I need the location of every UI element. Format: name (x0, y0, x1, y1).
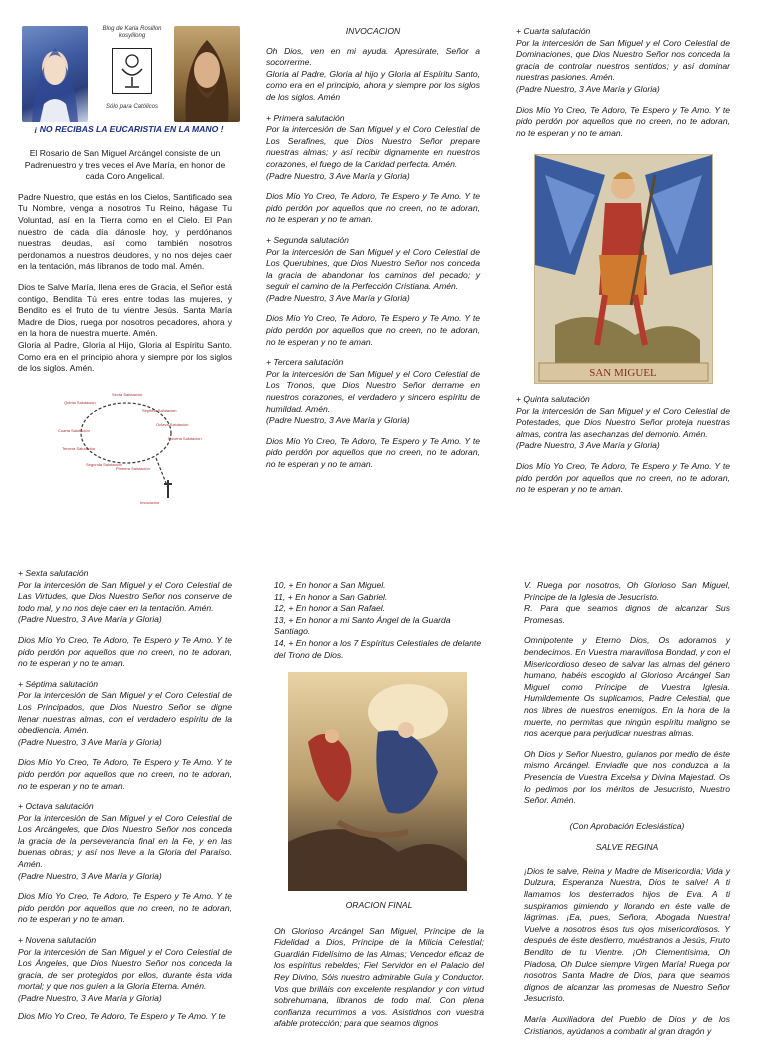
image-caption: SAN MIGUEL (589, 367, 657, 379)
salve-regina-text: ¡Dios te salve, Reina y Madre de Misericordia; Vida y Dulzura, Esperanza Nuestra, Dios te salve! A ti llamamos los desterrados hijos de Eva. A ti suspiramos gimiendo y llorando en éste valle de lágrimas. ¡Ea, pues, Señora, Abogada Nuestra! Vuelve a nosotros ésos tus ojos misericordiosos. Y después de éste destierro, muéstranos a Jesús, Fruto Bendito de tu Vientre. ¡Oh Clementísima, Oh Piadosa, Oh Dulce siempre Virgen María! Ruega por nosotros Santa Madre de Dios, para que seamos dignos de alcanzar las promesas de Nuestro Señor Jesucristo. (524, 865, 730, 1004)
salutation-7-note: (Padre Nuestro, 3 Ave María y Gloria) (18, 736, 162, 747)
heavenly-battle-painting (288, 672, 467, 891)
rosary-label: Octava Salutación (156, 422, 189, 427)
rosary-diagram (56, 388, 206, 508)
salutation-9-title: + Novena salutación (18, 935, 97, 946)
dios-mio-text: Dios Mío Yo Creo, Te Adoro, Te Espero y Te Amo. Y te pido perdón por aquellos que no creen, no te adoran, no te esperan y no te aman. (266, 191, 480, 225)
column-5 (274, 580, 484, 661)
rosary-label: Sexta Salutación (112, 392, 143, 397)
salutation-8-note: (Padre Nuestro, 3 Ave María y Gloria) (18, 870, 162, 881)
salve-regina-title: SALVE REGINA (595, 842, 659, 853)
column-6 (524, 580, 730, 1046)
eucharist-banner: ¡ NO RECIBAS LA EUCARISTIA EN LA MANO ! (34, 124, 224, 134)
salutation-1-text: Por la intercesión de San Miguel y el Coro Celestial de Los Serafines, que Dios Nuestro Señor prepare nuestras almas; y así recibir dignamente en nuestros corazones, el fuego de la Caridad perfecta. Amén. (266, 124, 480, 169)
invocacion-gloria: Gloria al Padre, Gloria al hijo y Gloria al Espíritu Santo, como era en el principio, ahora y siempre por los siglos de los siglos. Amén (266, 68, 480, 102)
salutation-2-text: Por la intercesión de San Miguel y el Coro Celestial de Los Querubines, que Dios Nuestro Señor nos conceda la gracia de abandonar los caminos del pecado; y seguir el camino de la Perfección Cristiana. Amén. (266, 246, 480, 292)
salutation-8-title: + Octava salutación (18, 801, 94, 812)
salutation-5-note: (Padre Nuestro, 3 Ave María y Gloria) (516, 440, 660, 451)
salutation-9-note: (Padre Nuestro, 3 Ave María y Gloria) (18, 993, 162, 1003)
dios-mio-text: Dios Mío Yo Creo, Te Adoro, Te Espero y Te Amo. Y te pido perdón por aquellos que no creen, no te adoran, no te esperan y no te aman. (18, 634, 232, 669)
salutation-3-title: + Tercera salutación (266, 357, 344, 368)
oracion-final-text: Oh Glorioso Arcángel San Miguel, Príncipe de la Fidelidad a Dios, Príncipe de la Milicia Celestial; Guardián Fidelísimo de las Almas; Vencedor eficaz de los espíritus rebeldes; Fiel Servidor en el Palacio del Rey Divino, Sóis nuestro admirable Guía y Conductor. Vos que brilláis con excelente resplandor y con virtud sobrehumana, libranos de todo mal. Con plena confianza recurrimos a vos. Asistidnos con vuestra afable protección; para que seamos dignos (274, 925, 484, 1029)
column-1 (18, 148, 232, 384)
virgin-mary-image (22, 26, 88, 122)
gloria-text: Gloria al Padre, Gloria al Hijo, Gloria al Espíritu Santo. Como era en el principio ahora y siempre por los siglos de los siglos. Amén. (18, 339, 232, 374)
dios-mio-text: Dios Mío Yo Creo, Te Adoro, Te Espero y Te Amo. Y te pido perdón por aquellos que no creen, no te adoran, no te esperan y no te aman. (266, 435, 480, 469)
column-2 (266, 26, 480, 480)
honor-item: 13, + En honor a mi Santo Ángel de la Guarda Santiago. (274, 614, 451, 637)
salutation-1-title: + Primera salutación (266, 112, 345, 123)
dios-mio-text: Dios Mío Yo Creo, Te Adoro, Te Espero y Te Amo. Y te pido perdón por aquellos que no creen, no te adoran, no te esperan y no te aman. (18, 891, 232, 925)
salutation-2-title: + Segunda salutación (266, 234, 349, 245)
versicle-text: V. Ruega por nosotros, Oh Glorioso San Miguel, Príncipe de la Iglesia de Jesucristo. (524, 580, 730, 602)
chalice-icon (112, 48, 152, 94)
cut-text: Dios Mío Yo Creo, Te Adoro, Te Espero y Te Amo. Y te (18, 1010, 226, 1021)
invocacion-text: Oh Dios, ven en mi ayuda. Apresúrate, Señor a socorrerme. (266, 45, 480, 68)
salutation-4-title: + Cuarta salutación (516, 26, 591, 36)
maria-auxiliadora-text: María Auxiliadora del Pueblo de Dios y de los Cristianos, ayúdanos a combatir al gran dragón y (524, 1014, 730, 1036)
honor-item: 11, + En honor a San Gabriel. (274, 591, 388, 602)
rosary-label: Séptima Salutación (142, 408, 177, 413)
salutation-3-text: Por la intercesión de San Miguel y el Coro Celestial de Los Tronos, que Dios Nuestro Señor derrame en nuestros corazones, el verdadero y sincero espíritu de humildad. Amén. (266, 368, 480, 414)
dios-mio-text: Dios Mío Yo Creo, Te Adoro, Te Espero y Te Amo. Y te pido perdón por aquellos que no creen, no te adoran, no te esperan y no te aman. (516, 460, 730, 495)
rosary-label: Tercera Salutación (62, 446, 96, 451)
salutation-4-note: (Padre Nuestro, 3 Ave María y Gloria) (516, 83, 660, 94)
honor-item: 14, + En honor a los 7 Espíritus Celestiales de delante del Trono de Dios. (274, 637, 482, 660)
dios-mio-text: Dios Mío Yo Creo, Te Adoro, Te Espero y Te Amo. Y te pido perdón por aquellos que no creen, no te adoran, no te esperan y no te aman. (266, 313, 480, 347)
rosary-label: Primera Salutación (116, 466, 150, 471)
salutation-5-text: Por la intercesión de San Miguel y el Coro Celestial de Potestades, que Dios Nuestro Señor proteja nuestras almas, contra las asechanzas del demonio. Amén. (516, 405, 730, 439)
rosary-label: Novena Salutación (168, 436, 202, 441)
invocacion-title: INVOCACION (345, 26, 401, 36)
salutation-2-note: (Padre Nuestro, 3 Ave María y Gloria) (266, 292, 410, 303)
salutation-6-title: + Sexta salutación (18, 568, 89, 578)
oracion-final-title: ORACION FINAL (345, 900, 413, 910)
intro-text: El Rosario de San Miguel Arcángel consiste de un Padrenuestro y tres veces el Ave María, en honor de cada Coro Angelical. (24, 148, 226, 182)
column-5-lower (274, 900, 484, 1039)
rosary-label: Cuarta Salutación (58, 428, 90, 433)
rosary-label: Invocación (140, 500, 160, 505)
rosary-label: Segunda Salutación (86, 462, 122, 467)
column-3 (516, 26, 730, 148)
ave-maria-text: Dios te Salve María, llena eres de Gracia, el Señor está contigo, Bendita Tú eres entre todas las mujeres, y Bendito es el fruto de tu vientre Jesús. Santa María Madre de Dios, ruega por nosotros pecadores, ahora y en la hora de nuestra muerte. Amén. (18, 281, 232, 339)
dios-mio-text: Dios Mío Yo Creo, Te Adoro, Te Espero y Te Amo. Y te pido perdón por aquellos que no creen, no te adoran, no te esperan y no te aman. (18, 757, 232, 791)
salutation-7-title: + Séptima salutación (18, 678, 99, 689)
blog-title: Blog de Karla Rosillon kosylilong (102, 26, 162, 39)
approval-note: (Con Aprobación Eclesiástica) (569, 820, 685, 831)
salutation-6-text: Por la intercesión de San Miguel y el Coro Celestial de Las Virtudes, que Dios Nuestro Señor nos conserve de todo mal, y no nos deje caer en la tentación. Amén. (18, 579, 232, 613)
blog-subtitle: Sólo para Católicos (105, 104, 159, 110)
salutation-6-note: (Padre Nuestro, 3 Ave María y Gloria) (18, 614, 162, 625)
column-3-lower (516, 394, 730, 505)
blog-logo (90, 26, 174, 122)
salutation-1-note: (Padre Nuestro, 3 Ave María y Gloria) (266, 170, 410, 181)
salutation-7-text: Por la intercesión de San Miguel y el Coro Celestial de Los Principados, que Dios Nuestro Señor se digne llenar nuestras almas, con el verdadero espíritu de la obediencia. Amén. (18, 690, 232, 736)
padre-nuestro-text: Padre Nuestro, que estás en los Cielos, Santificado sea Tu Nombre, venga a nosotros Tu Reino, hágase Tu Voluntad, así en la Tierra como en el Cielo. El Pan nuestro de cada día dánosle hoy, y perdónanos nuestras deudas, así como también nosotros perdonamos a nuestros deudores, y no nos dejes caer en la tentación, más líbranos de todo mal. Amén. (18, 191, 232, 272)
response-text: R. Para que seamos dignos de alcanzar Sus Promesas. (524, 603, 730, 625)
salutation-9-text: Por la intercesión de San Miguel y el Coro Celestial de Los Ángeles, que Dios Nuestro Señor nos conceda la gracia, de ser protegidos por ellos, durante ésta vida mortal; y que nos guíen a la Gloria Eterna. Amén. (18, 946, 232, 992)
salutation-8-text: Por la intercesión de San Miguel y el Coro Celestial de Los Arcángeles, que Dios Nuestro Señor nos conceda la gracia de la perseverancia final en la Fe, y en las buenas obras; y así nos lleve a la Gloria del Paraíso. Amén. (18, 812, 232, 870)
salutation-3-note: (Padre Nuestro, 3 Ave María y Gloria) (266, 415, 410, 426)
jesus-image (174, 26, 240, 122)
column-4 (18, 568, 232, 1022)
oh-dios-text: Oh Dios y Señor Nuestro, guíanos por medio de éste mismo Arcángel. Enviadle que nos conduzca a la Presencia de Vuestra Excelsa y Divina Majestad. Os lo pedimos por los méritos de Jesucristo, Nuestro Señor. Amén. (524, 748, 730, 806)
honor-item: 12, + En honor a San Rafael. (274, 603, 386, 614)
header-images (22, 26, 240, 126)
salutation-5-title: + Quinta salutación (516, 394, 590, 404)
omnipotente-text: Omnipotente y Eterno Dios, Os adoramos y bendecimos. En Vuestra maravillosa Bondad, y con el Misericordioso deseo de salvar las almas del género humano, habéis escogido al Glorioso Arcángel San Miguel como Príncipe de Vuestra Iglesia. Humildemente Os suplicamos, Padre Celestial, que nos libres de nuestros enemigos. En la hora de la muerte, no permitas que ningún espíritu maligno se nos acerque para perjudicar nuestras almas. (524, 635, 730, 739)
honor-item: 10, + En honor a San Miguel. (274, 580, 386, 590)
salutation-4-text: Por la intercesión de San Miguel y el Coro Celestial de Dominaciones, que Dios Nuestro Señor nos conceda la gracia de controlar nuestros sentidos; y así dominar nuestras pasiones. Amén. (516, 37, 730, 83)
san-miguel-image (534, 154, 713, 384)
rosary-label: Quinta Salutación (64, 400, 96, 405)
dios-mio-text: Dios Mío Yo Creo, Te Adoro, Te Espero y Te Amo. Y te pido perdón por aquellos que no creen, no te adoran, no te esperan y no te aman. (516, 104, 730, 138)
